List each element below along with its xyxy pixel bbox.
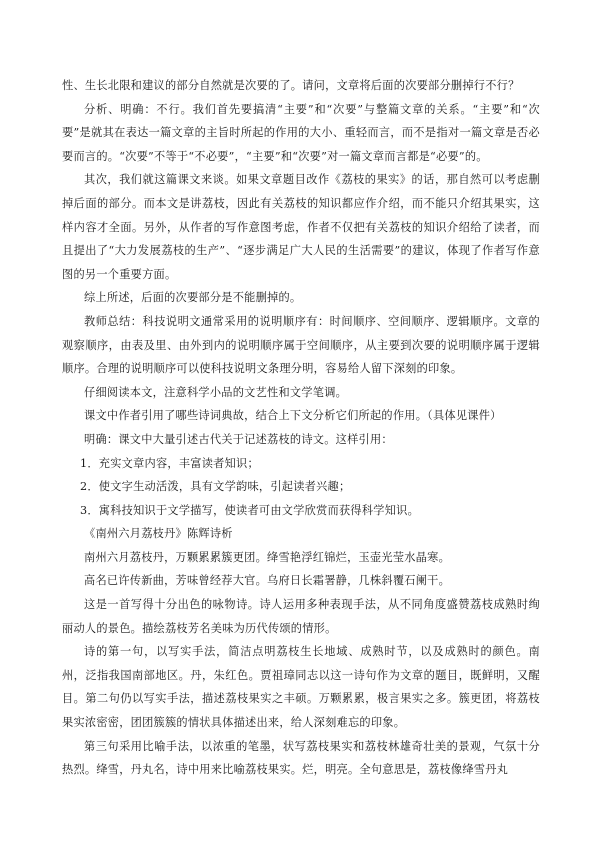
paragraph-answer: 明确：课文中大量引述古代关于记述荔枝的诗文。这样引用： <box>84 432 393 446</box>
poem-line-2: 高名已许传新曲，芳味曾经荐大官。乌府日长霜署静，几株斜覆石阑干。 <box>84 574 451 588</box>
paragraph-teacher-summary: 教师总结：科技说明文通常采用的说明顺序有：时间顺序、空间顺序、逻辑顺序。文章的观察顺序，由表及里、由外到内的说明顺序属于空间顺序，从主要到次要的说明顺序属于逻辑顺序。合理的说明顺序可以使科技说明文条理分明，容易给人留下深刻的印象。 <box>62 314 540 376</box>
poem-line-1: 南州六月荔枝丹，万颗累累簇更团。绛雪艳浮红锦烂，玉壶光莹水晶寒。 <box>84 550 451 564</box>
paragraph-second-point: 其次，我们就这篇课文来谈。如果文章题目改作《荔枝的果实》的话，那自然可以考虑删掉后面的部分。而本文是讲荔枝，因此有关荔枝的知识都应作介绍，而不能只介绍其果实，这样内容才全面。另外，从作者的写作意图考虑，作者不仅把有关荔枝的知识介绍给了读者，而且提出了“大力发展荔枝的生产”、“逐步满足广大人民的生活需要”的建议，体现了作者写作意图的另一个重要方面。 <box>62 173 540 281</box>
paragraph-conclusion: 综上所述，后面的次要部分是不能删掉的。 <box>84 291 302 305</box>
paragraph-reading-task: 仔细阅读本文，注意科学小品的文艺性和文学笔调。 <box>84 385 348 399</box>
paragraph-analysis: 分析、明确：不行。我们首先要搞清“主要”和“次要”与整篇文章的关系。“主要”和“次要”是就其在表达一篇文章的主旨时所起的作用的大小、重轻而言，而不是指对一篇文章是否必要而言的。“次要”不等于“不必要”，“主要”和“次要”对一篇文章而言都是“必要”的。 <box>62 102 540 163</box>
paragraph-continuation: 性、生长北限和建议的部分自然就是次要的了。请问，文章将后面的次要部分删掉行不行？ <box>62 79 520 92</box>
list-item-3: 3．寓科技知识于文学描写，使读者可由文学欣赏而获得科学知识。 <box>80 503 420 517</box>
document-body <box>62 74 540 782</box>
paragraph-poem-intro: 这是一首写得十分出色的咏物诗。诗人运用多种表现手法，从不同角度盛赞荔枝成熟时绚丽动人的景色。描绘荔枝芳名美味为历代传颂的情形。 <box>62 598 540 635</box>
paragraph-first-line-analysis: 诗的第一句，以写实手法，简洁点明荔枝生长地域、成熟时节，以及成熟时的颜色。南州，泛指我国南部地区。丹，朱红色。贾祖璋同志以这一诗句作为文章的题目，既鲜明，又醒目。第二句仍以写实手法，描述荔枝果实之丰硕。万颗累累，极言果实之多。簇更团，将荔枝果实浓密密，团团簇簇的情状具体描述出来，给人深刻难忘的印象。 <box>62 645 540 730</box>
poem-analysis-title: 《南州六月荔枝丹》陈辉诗析 <box>84 527 233 541</box>
paragraph-third-line-analysis: 第三句采用比喻手法，以浓重的笔墨，状写荔枝果实和荔枝林雄奇壮美的景观，气氛十分热烈。绛雪，丹丸名，诗中用来比喻荔枝果实。烂，明亮。全句意思是，荔枝像绛雪丹丸 <box>62 739 540 777</box>
paragraph-question: 课文中作者引用了哪些诗词典故，结合上下文分析它们所起的作用。（具体见课件） <box>84 409 502 423</box>
list-item-1: 1．充实文章内容，丰富读者知识； <box>80 456 259 470</box>
list-item-2: 2．使文字生动活泼，具有文学韵味，引起读者兴趣； <box>80 480 351 494</box>
